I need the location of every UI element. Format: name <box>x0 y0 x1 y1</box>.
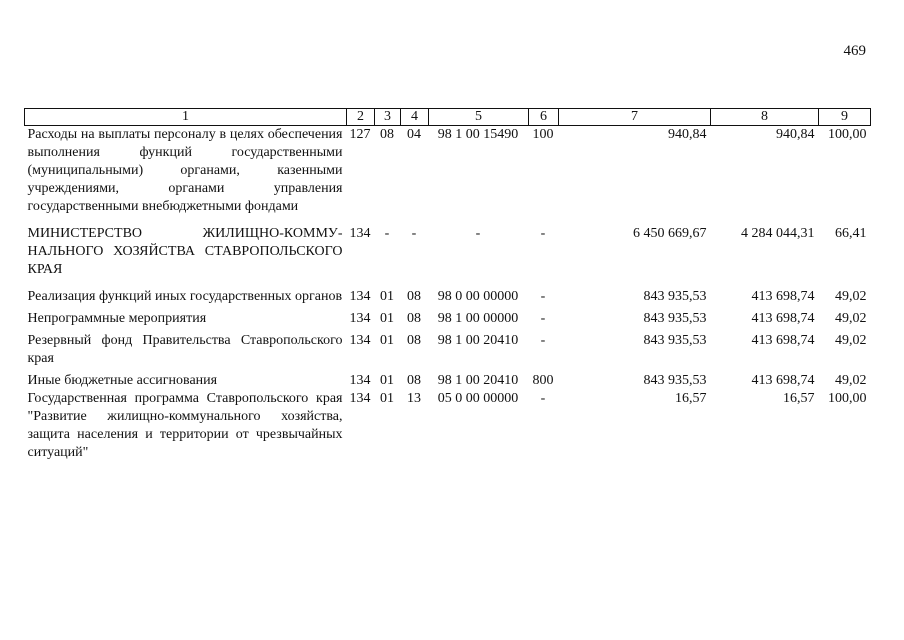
cell-section: 01 <box>380 391 394 406</box>
cell-target-article: 98 1 00 15490 <box>437 127 519 142</box>
cell-percent: 100,00 <box>828 127 867 142</box>
cell-amount-executed: 413 698,74 <box>751 373 815 388</box>
cell-amount-planned: 843 935,53 <box>643 333 707 348</box>
cell-subsection: 13 <box>407 391 421 406</box>
table-row <box>25 332 871 372</box>
cell-subsection: - <box>411 226 417 241</box>
cell-expense-type: - <box>540 391 546 406</box>
cell-amount-planned: 843 935,53 <box>643 311 707 326</box>
cell-percent: 49,02 <box>835 373 867 388</box>
cell-expense-type: - <box>540 289 546 304</box>
cell-subsection: 08 <box>407 373 421 388</box>
cell-target-article: 98 1 00 20410 <box>437 373 519 388</box>
cell-target-article: 05 0 00 00000 <box>437 391 519 406</box>
cell-section: 08 <box>380 127 394 142</box>
row-description: Непрограммные мероприятия <box>27 311 207 326</box>
cell-target-article: - <box>475 226 481 241</box>
table-row <box>25 288 871 310</box>
cell-amount-executed: 16,57 <box>783 391 815 406</box>
cell-target-article: 98 1 00 20410 <box>437 333 519 348</box>
cell-amount-executed: 413 698,74 <box>751 289 815 304</box>
cell-target-article: 98 0 00 00000 <box>437 289 519 304</box>
column-header: 9 <box>819 109 871 126</box>
cell-amount-executed: 4 284 044,31 <box>741 226 815 241</box>
column-header: 7 <box>559 109 711 126</box>
row-description: Реализация функций иных государственных органов <box>27 289 343 304</box>
cell-ministry-code: 134 <box>349 226 371 241</box>
cell-ministry-code: 134 <box>349 333 371 348</box>
cell-amount-executed: 413 698,74 <box>751 333 815 348</box>
table-row <box>25 310 871 332</box>
cell-section: 01 <box>380 289 394 304</box>
cell-expense-type: - <box>540 311 546 326</box>
table-row <box>25 372 871 390</box>
cell-amount-executed: 940,84 <box>776 127 815 142</box>
cell-section: - <box>384 226 390 241</box>
row-description: Резервный фонд Правительства Ставропольского края <box>27 333 343 366</box>
cell-subsection: 04 <box>407 127 421 142</box>
cell-percent: 49,02 <box>835 311 867 326</box>
page-number: 469 <box>843 43 866 59</box>
column-header: 5 <box>429 109 529 126</box>
cell-percent: 49,02 <box>835 289 867 304</box>
cell-subsection: 08 <box>407 311 421 326</box>
column-header: 2 <box>347 109 375 126</box>
table-row <box>25 126 871 226</box>
cell-expense-type: - <box>540 226 546 241</box>
cell-ministry-code: 134 <box>349 289 371 304</box>
table-row <box>25 225 871 288</box>
row-description: Государственная программа Ставропольского края "Развитие жилищно-коммунального хозяйства, защита населения и территории от чрезвычайных ситуаций" <box>27 391 343 460</box>
cell-section: 01 <box>380 311 394 326</box>
row-description: МИНИСТЕРСТВО ЖИЛИЩНО-КОММУНАЛЬНОГО ХОЗЯЙСТВА СТАВРОПОЛЬСКОГО КРАЯ <box>27 226 343 277</box>
cell-expense-type: 800 <box>532 373 554 388</box>
cell-percent: 66,41 <box>835 226 867 241</box>
cell-amount-executed: 413 698,74 <box>751 311 815 326</box>
cell-amount-planned: 16,57 <box>675 391 707 406</box>
row-description: Иные бюджетные ассигнования <box>27 373 218 388</box>
cell-target-article: 98 1 00 00000 <box>437 311 519 326</box>
cell-subsection: 08 <box>407 333 421 348</box>
column-header: 8 <box>711 109 819 126</box>
cell-section: 01 <box>380 333 394 348</box>
column-header: 1 <box>25 109 347 126</box>
column-header: 6 <box>529 109 559 126</box>
cell-amount-planned: 843 935,53 <box>643 289 707 304</box>
column-numbers-row <box>25 109 871 126</box>
budget-table <box>24 108 871 462</box>
cell-expense-type: 100 <box>532 127 554 142</box>
cell-percent: 49,02 <box>835 333 867 348</box>
column-header: 4 <box>401 109 429 126</box>
cell-ministry-code: 127 <box>349 127 371 142</box>
table-row <box>25 390 871 462</box>
cell-section: 01 <box>380 373 394 388</box>
cell-amount-planned: 940,84 <box>668 127 707 142</box>
cell-ministry-code: 134 <box>349 373 371 388</box>
column-header: 3 <box>375 109 401 126</box>
cell-ministry-code: 134 <box>349 391 371 406</box>
cell-ministry-code: 134 <box>349 311 371 326</box>
cell-subsection: 08 <box>407 289 421 304</box>
cell-amount-planned: 843 935,53 <box>643 373 707 388</box>
cell-expense-type: - <box>540 333 546 348</box>
cell-percent: 100,00 <box>828 391 867 406</box>
cell-amount-planned: 6 450 669,67 <box>633 226 707 241</box>
row-description: Расходы на выплаты персоналу в целях обеспечения выполнения функций государственными (муниципальными) органами, казенными учреждениями, органами управления государственными внебюджетными фондами <box>27 127 343 214</box>
